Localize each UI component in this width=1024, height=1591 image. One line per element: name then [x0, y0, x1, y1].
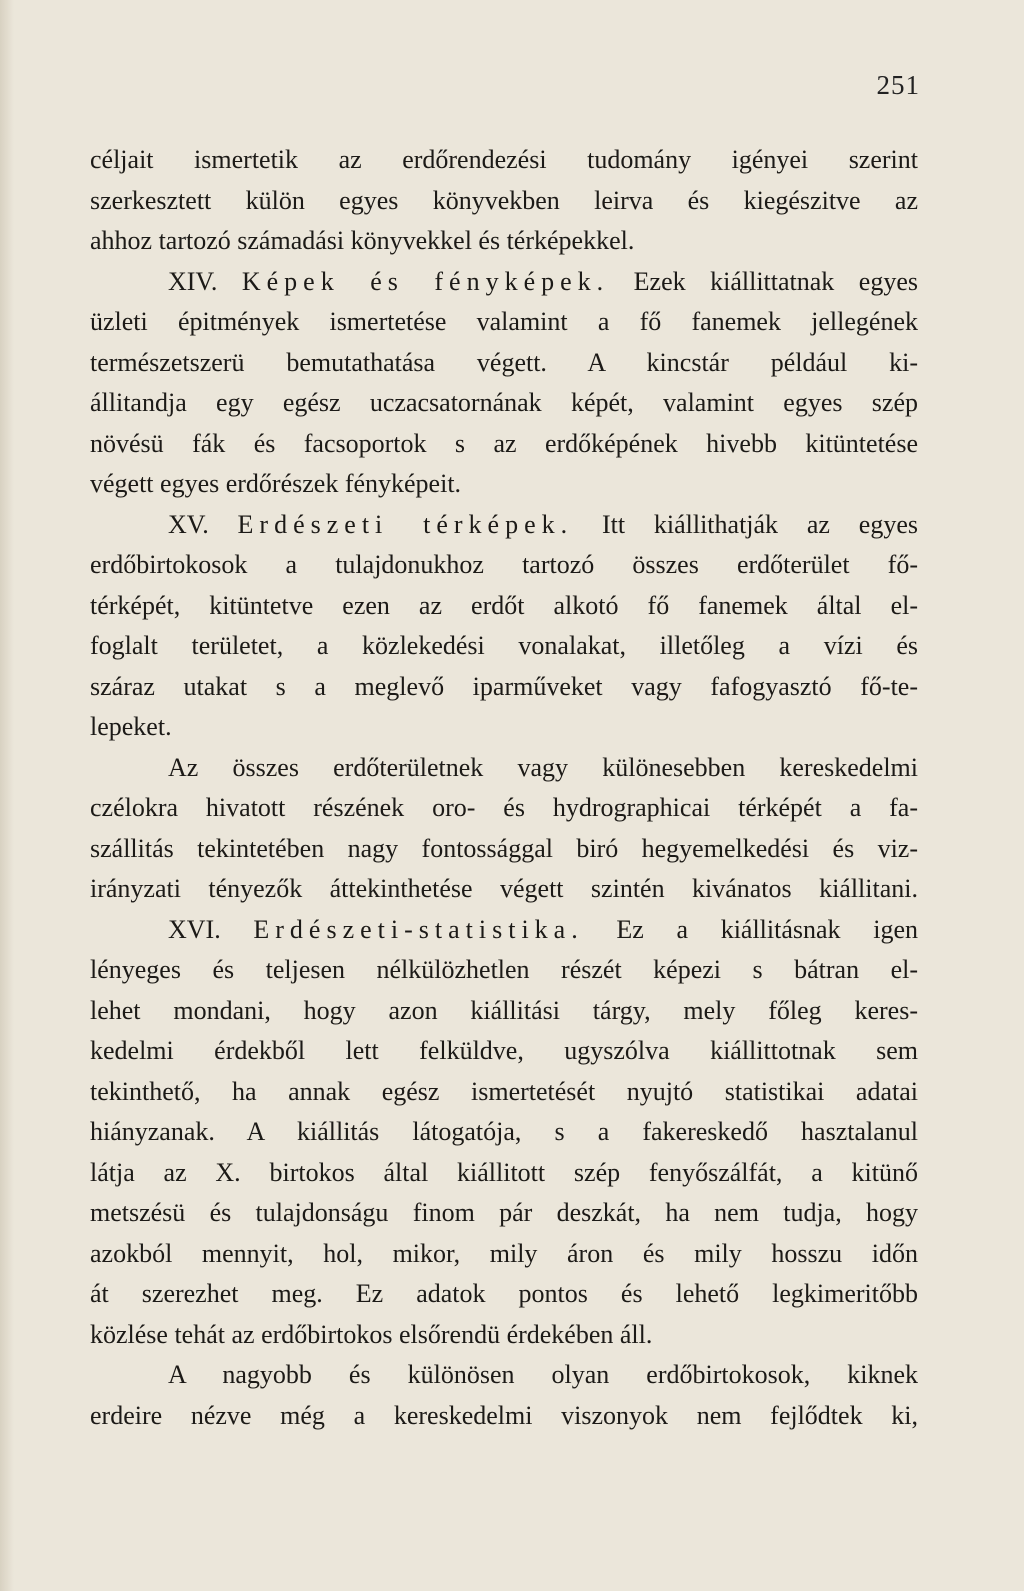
- text-line: hiányzanak. A kiállitás látogatója, s a fakereskedő hasztalanul: [90, 1117, 918, 1146]
- page-edge-shadow: [0, 0, 14, 1591]
- text-line: lepeket.: [90, 712, 172, 741]
- text-line: kedelmi érdekből lett felküldve, ugyszólva kiállittotnak sem: [90, 1036, 918, 1065]
- section-number: XVI.: [168, 914, 254, 944]
- text-line: A nagyobb és különösen olyan erdőbirtokosok, kiknek: [168, 1360, 918, 1389]
- text-line: térképét, kitüntetve ezen az erdőt alkotó fő fanemek által el-: [90, 590, 918, 620]
- text-line: tekinthető, ha annak egész ismertetését nyujtó statistikai adatai: [90, 1076, 918, 1106]
- section-number: XV.: [168, 509, 238, 539]
- text-line: [90, 262, 918, 303]
- text-line: természetszerü bemutathatása végett. A kincstár például ki-: [90, 347, 918, 377]
- section-heading: Erdészeti-statistika.: [253, 914, 584, 944]
- text-line: végett egyes erdőrészek fényképeit.: [90, 469, 462, 498]
- text-line: ahhoz tartozó számadási könyvekkel és térképekkel.: [90, 226, 635, 255]
- text-line: [90, 505, 918, 546]
- text-line: erdőbirtokosok a tulajdonukhoz tartozó összes erdőterület fő-: [90, 550, 918, 579]
- text-line: száraz utakat s a meglevő iparműveket vagy fafogyasztó fő-te-: [90, 671, 918, 701]
- text-line: lehet mondani, hogy azon kiállitási tárgy, mely főleg keres-: [90, 995, 918, 1025]
- text-line: át szerezhet meg. Ez adatok pontos és lehető legkimeritőbb: [90, 1279, 918, 1308]
- text-line: azokból mennyit, hol, mikor, mily áron és mily hosszu időn: [90, 1238, 918, 1268]
- line-text: Itt kiállithatják az egyes: [573, 509, 918, 539]
- line-text: Ez a kiállitásnak igen: [583, 914, 918, 944]
- text-line: metszésü és tulajdonságu finom pár deszkát, ha nem tudja, hogy: [90, 1198, 918, 1227]
- section-heading: Erdészeti térképek.: [237, 509, 574, 539]
- text-line: növésü fák és facsoportok s az erdőképének hivebb kitüntetése: [90, 428, 918, 458]
- text-line: irányzati tényezők áttekinthetése végett szintén kivánatos kiállitani.: [90, 874, 918, 903]
- text-line: Az összes erdőterületnek vagy különesebben kereskedelmi: [168, 752, 918, 782]
- text-line: látja az X. birtokos által kiállitott szép fenyőszálfát, a kitünő: [90, 1157, 918, 1187]
- text-line: szállitás tekintetében nagy fontossággal biró hegyemelkedési és viz-: [90, 833, 918, 863]
- line-text: Ezek kiállittatnak egyes: [609, 266, 918, 296]
- text-line: céljait ismertetik az erdőrendezési tudomány igényei szerint: [90, 145, 918, 174]
- text-line: czélokra hivatott részének oro- és hydrographicai térképét a fa-: [90, 793, 918, 822]
- text-line: [90, 910, 918, 951]
- page-number: 251: [876, 70, 920, 100]
- text-line: üzleti épitmények ismertetése valamint a fő fanemek jellegének: [90, 307, 918, 336]
- section-heading: Képek és fényképek.: [241, 266, 610, 296]
- text-line: erdeire nézve még a kereskedelmi viszonyok nem fejlődtek ki,: [90, 1400, 918, 1430]
- text-line: szerkesztett külön egyes könyvekben leirva és kiegészitve az: [90, 185, 918, 215]
- text-line: lényeges és teljesen nélkülözhetlen részét képezi s bátran el-: [90, 955, 918, 984]
- text-line: állitandja egy egész uczacsatornának képét, valamint egyes szép: [90, 388, 918, 417]
- section-number: XIV.: [168, 266, 242, 296]
- body-text: [90, 140, 918, 1436]
- text-line: foglalt területet, a közlekedési vonalakat, illetőleg a vízi és: [90, 631, 918, 660]
- text-line: közlése tehát az erdőbirtokos elsőrendü érdekében áll.: [90, 1319, 653, 1349]
